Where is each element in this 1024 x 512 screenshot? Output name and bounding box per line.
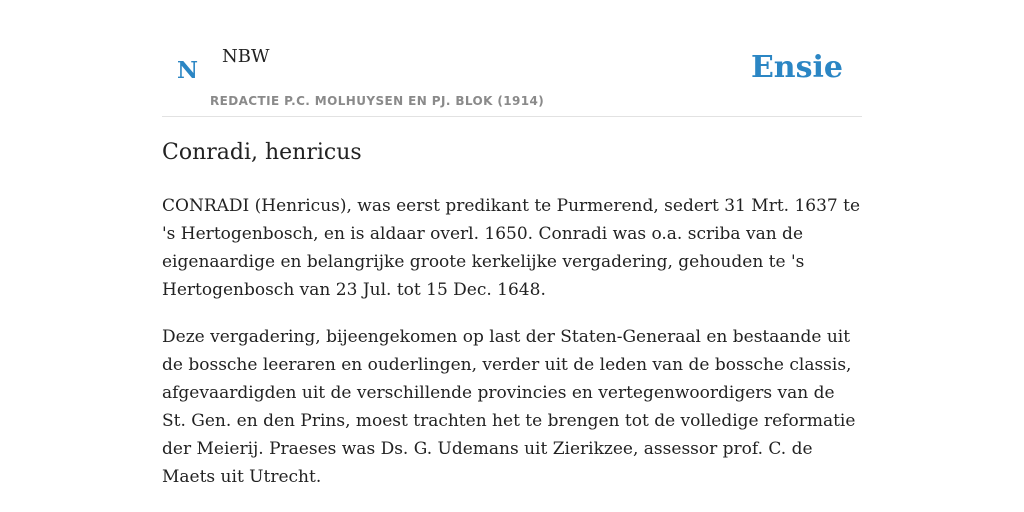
book-logo-icon[interactable]: N bbox=[177, 57, 199, 84]
article-paragraph: Deze vergadering, bijeengekomen op last der Staten-Generaal en bestaande uit de bossche leeraren en ouderlingen, verder uit de leden van de bossche classis, afgevaardigden uit de verschillende provincies en vertegenwoordigers van de St. Gen. en den Prins, moest trachten het te brengen tot de volledige reformatie der Meierij. Praeses was Ds. G. Udemans uit Zierikzee, assessor prof. C. de Maets uit Utrecht. bbox=[162, 327, 856, 487]
book-subtitle: REDACTIE P.C. MOLHUYSEN EN PJ. BLOK (1914) bbox=[210, 94, 545, 108]
page-header bbox=[162, 0, 862, 117]
article-title: Conradi, henricus bbox=[162, 140, 362, 165]
article-paragraph: CONRADI (Henricus), was eerst predikant te Purmerend, sedert 31 Mrt. 1637 te 's Hertogenbosch, en is aldaar overl. 1650. Conradi was o.a. scriba van de eigenaardige en belangrijke groote kerkelijke vergadering, gehouden te 's Hertogenbosch van 23 Jul. tot 15 Dec. 1648. bbox=[162, 196, 861, 300]
ensie-logo-link[interactable]: Ensie bbox=[750, 50, 843, 85]
page-container bbox=[162, 0, 862, 487]
book-title[interactable]: NBW bbox=[222, 46, 270, 67]
